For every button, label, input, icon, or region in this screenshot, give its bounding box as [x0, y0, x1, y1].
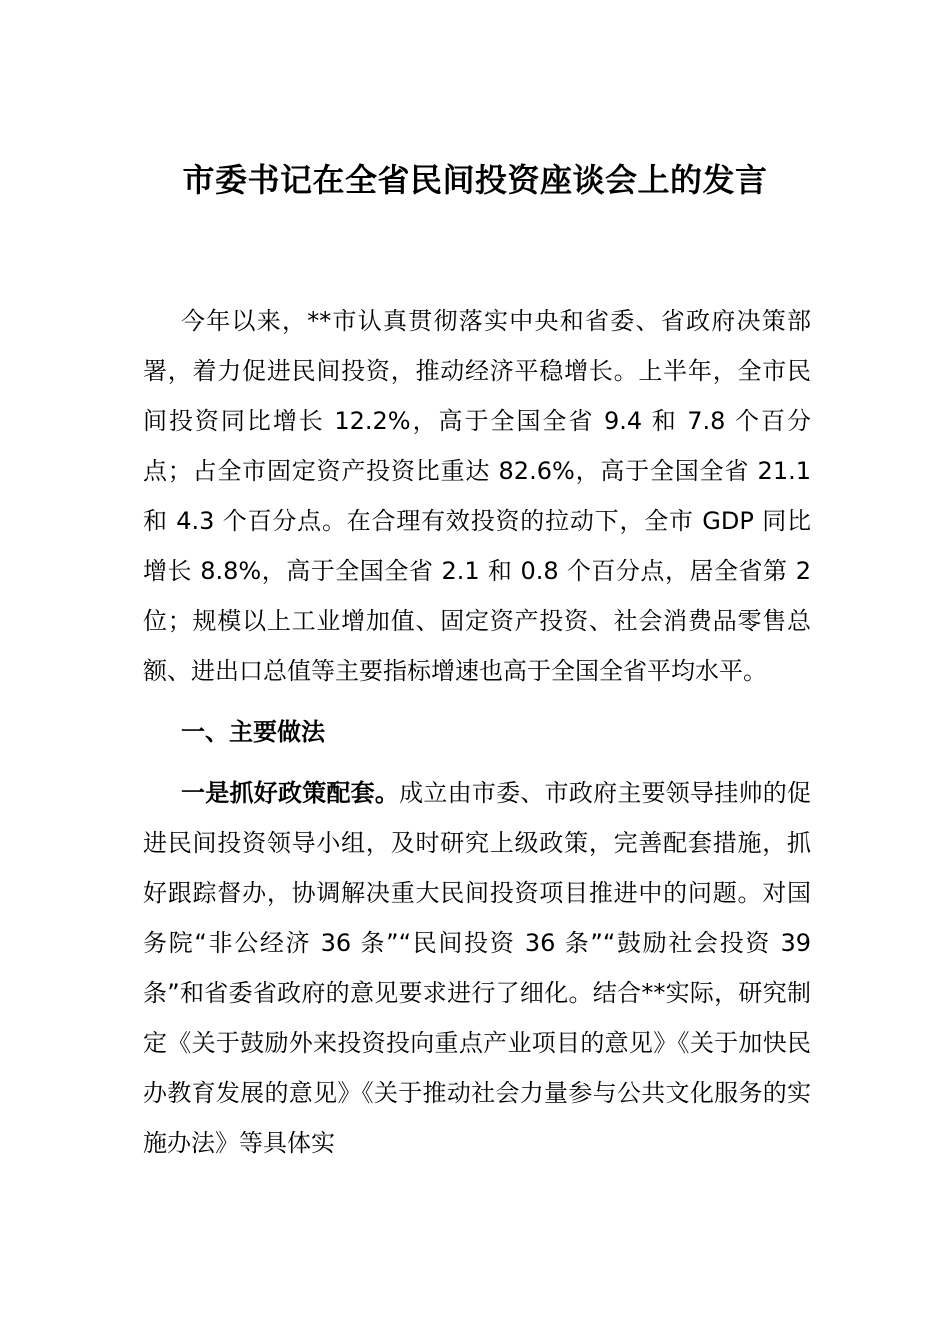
document-title: 市委书记在全省民间投资座谈会上的发言	[182, 161, 768, 199]
document-body	[143, 296, 811, 1179]
section-heading: 一、主要做法	[181, 718, 325, 746]
paragraph-intro: 今年以来，**市认真贯彻落实中央和省委、省政府决策部署，着力促进民间投资，推动经济平稳增长。上半年，全市民间投资同比增长 12.2%，高于全国全省 9.4 和 7.8 个百分点；占全市固定资产投资比重达 82.6%，高于全国全省 21.1 和 4.3 个百分点。在合理有效投资的拉动下，全市 GDP 同比增长 8.8%，高于全国全省 2.1 和 0.8 个百分点，居全省第 2 位；规模以上工业增加值、固定资产投资、社会消费品零售总额、进出口总值等主要指标增速也高于全国全省平均水平。	[143, 307, 811, 685]
paragraph-lead: 一是抓好政策配套。	[181, 779, 400, 807]
paragraph-body: 成立由市委、市政府主要领导挂帅的促进民间投资领导小组，及时研究上级政策，完善配套措施，抓好跟踪督办，协调解决重大民间投资项目推进中的问题。对国务院“非公经济 36 条”“民间投资 36 条”“鼓励社会投资 39 条”和省委省政府的意见要求进行了细化。结合**实际，研究制定《关于鼓励外来投资投向重点产业项目的意见》《关于加快民办教育发展的意见》《关于推动社会力量参与公共文化服务的实施办法》等具体实	[143, 779, 812, 1157]
paragraph-policy	[143, 768, 811, 1168]
